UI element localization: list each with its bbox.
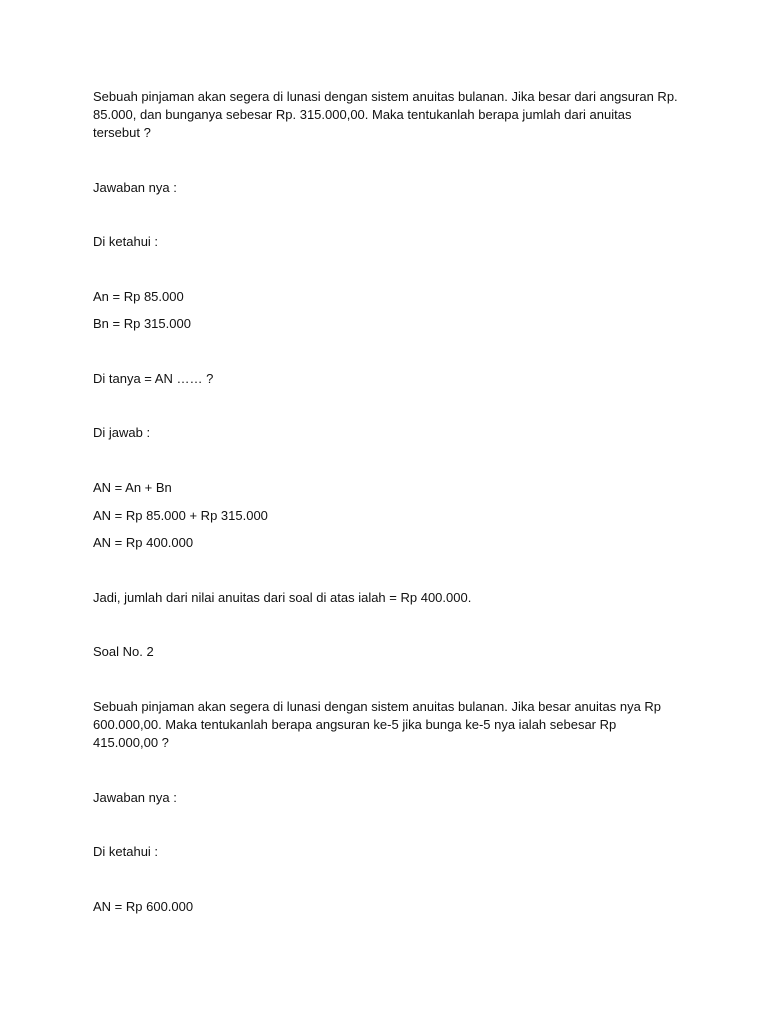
problem1-question-line-2: 85.000, dan bunganya sebesar Rp. 315.000,00. Maka tentukanlah berapa jumlah dari anuitas — [93, 107, 632, 122]
problem1-solution-line-1: AN = An + Bn — [93, 480, 172, 495]
problem1-answer-heading: Jawaban nya : — [93, 180, 177, 195]
problem2-known-heading: Di ketahui : — [93, 844, 159, 859]
problem1-known-heading: Di ketahui : — [93, 234, 159, 249]
problem2-question-line-3: 415.000,00 ? — [93, 735, 169, 750]
problem2-heading: Soal No. 2 — [93, 644, 154, 659]
problem1-question-line-1: Sebuah pinjaman akan segera di lunasi dengan sistem anuitas bulanan. Jika besar dari angsuran Rp. — [93, 89, 678, 104]
problem2-question-line-1: Sebuah pinjaman akan segera di lunasi dengan sistem anuitas bulanan. Jika besar anuitas nya Rp — [93, 699, 662, 714]
problem2-known-line-1: AN = Rp 600.000 — [93, 899, 194, 914]
problem1-known-line-1: An = Rp 85.000 — [93, 289, 184, 304]
problem1-known-line-2: Bn = Rp 315.000 — [93, 316, 191, 331]
problem1-solution-line-3: AN = Rp 400.000 — [93, 535, 194, 550]
problem1-question-line-3: tersebut ? — [93, 125, 151, 140]
problem1-asked: Di tanya = AN …… ? — [93, 371, 214, 386]
problem2-question-line-2: 600.000,00. Maka tentukanlah berapa angsuran ke-5 jika bunga ke-5 nya ialah sebesar Rp — [93, 717, 617, 732]
problem1-solution-heading: Di jawab : — [93, 425, 151, 440]
problem2-answer-heading: Jawaban nya : — [93, 790, 177, 805]
problem1-solution-line-2: AN = Rp 85.000 + Rp 315.000 — [93, 508, 268, 523]
problem1-conclusion: Jadi, jumlah dari nilai anuitas dari soal di atas ialah = Rp 400.000. — [93, 590, 472, 605]
